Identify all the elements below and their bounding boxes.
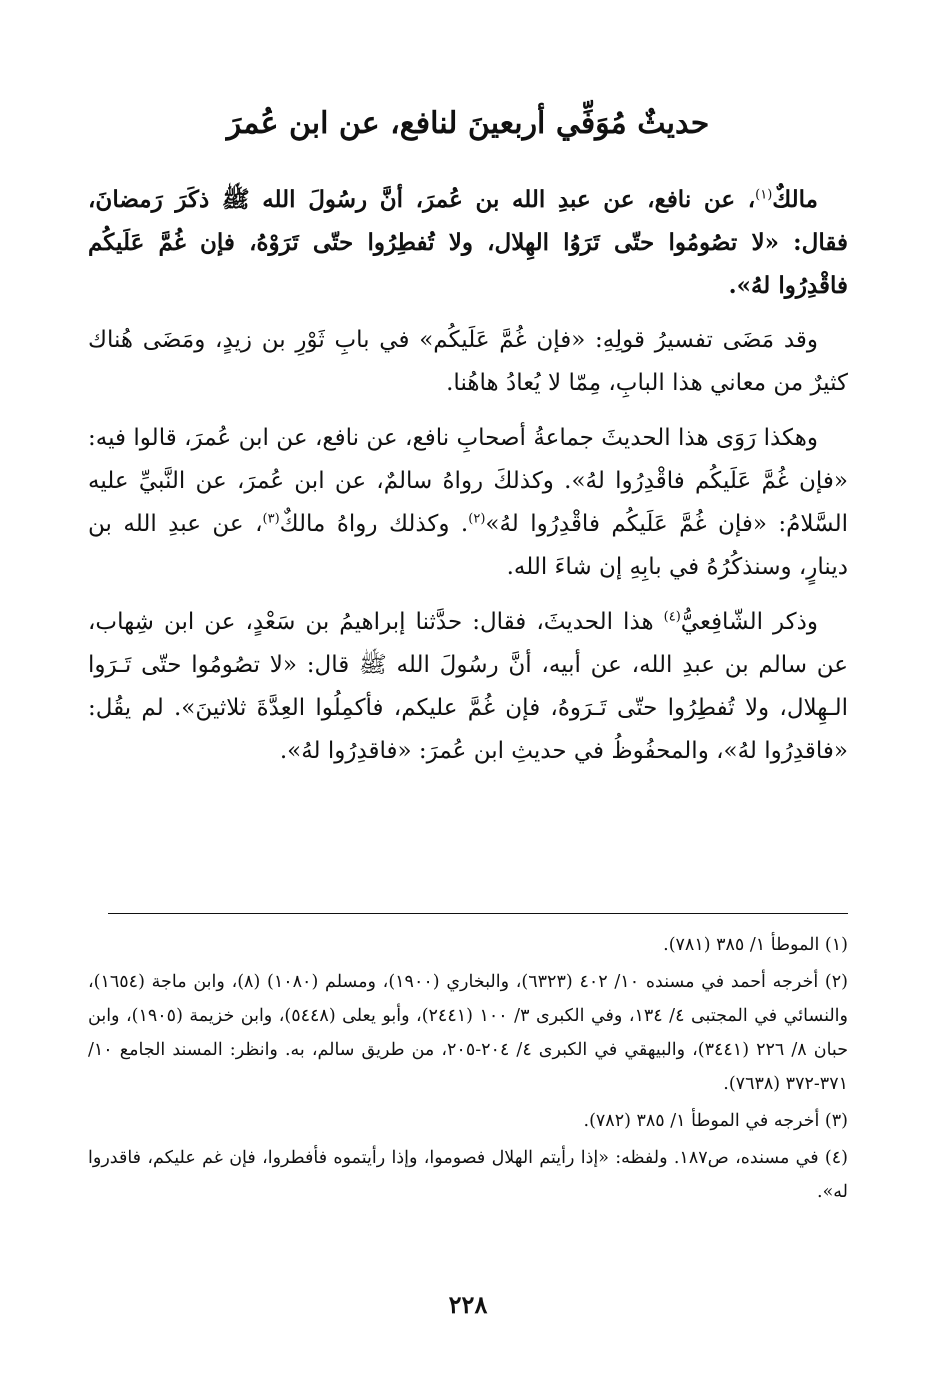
footnote-separator bbox=[108, 913, 848, 914]
paragraph-text: وذكر الشّافِعيُّ bbox=[680, 609, 818, 635]
paragraph-text: . وكذلك رواهُ مالكٌ bbox=[279, 511, 469, 537]
footnote-3: (٣) أخرجه في الموطأ ١/ ٣٨٥ (٧٨٢). bbox=[583, 1111, 848, 1131]
footnote-4: (٤) في مسنده، ص١٨٧. ولفظه: «إذا رأيتم الهلال فصوموا، وإذا رأيتموه فأفطروا، فإن غم عليكم، فاقدروا له». bbox=[88, 1148, 848, 1202]
paragraph-commentary bbox=[88, 319, 848, 405]
paragraph-hadith bbox=[88, 178, 848, 307]
paragraph-text: وهكذا رَوَى هذا الحديثَ جماعةُ أصحابِ نافع، عن نافع، عن ابن عُمرَ، قالوا فيه: «فإن غُمَّ عَلَيكُم فاقْدِرُوا لهُ». وكذلكَ رواهُ سالمٌ، عن ابن عُمرَ، عن النَّبيِّ عليه السَّلامُ: «فإن غُمَّ عَلَيكُم فاقْدِرُوا لهُ» bbox=[88, 425, 849, 537]
footnote-ref-1: (١) bbox=[755, 187, 773, 203]
paragraph-text: ، عن عبدِ الله بن دينارٍ، وسنذكُرُهُ في بابِهِ إن شاءَ الله. bbox=[88, 511, 848, 580]
paragraph-text: هذا الحديثَ، فقال: حدَّثنا إبراهيمُ بن سَعْدٍ، عن ابن شِهاب، عن سالم بن عبدِ الله، عن أبيه، أنَّ رسُولَ الله ﷺ قال: «لا تصُومُوا حتّى تَـرَوا الـهِلال، ولا تُفطِرُوا حتّى تَـرَوهُ، فإن غُمَّ عليكم، فأكمِلُوا العِدَّةَ ثلاثينَ». لم يقُل: «فاقدِرُوا لهُ»، والمحفُوظُ في حديثِ ابن عُمرَ: «فاقدِرُوا لهُ». bbox=[88, 609, 848, 764]
paragraph-text: ، عن نافع، عن عبدِ الله بن عُمرَ، أنَّ رسُولَ الله ﷺ ذكَرَ رَمضانَ، فقال: «لا تصُومُوا حتّى تَرَوُا الهِلال، ولا تُفطِرُوا حتّى تَرَوْهُ، فإن غُمَّ عَلَيكُم فاقْدِرُوا لهُ». bbox=[88, 186, 848, 299]
footnote-ref-2: (٢) bbox=[468, 511, 486, 527]
main-text bbox=[88, 178, 848, 785]
paragraph-text: مالكٌ bbox=[772, 186, 818, 213]
page-number: ٢٢٨ bbox=[448, 1290, 488, 1319]
paragraph-narrations bbox=[88, 417, 848, 589]
section-title: حديثٌ مُوَفِّي أربعينَ لنافع، عن ابن عُمرَ bbox=[226, 106, 710, 141]
footnotes bbox=[88, 928, 848, 1212]
book-page bbox=[88, 0, 848, 1374]
paragraph-text: وقد مَضَى تفسيرُ قولِهِ: «فإن غُمَّ عَلَيكُم» في بابِ ثَوْرِ بن زيدٍ، ومَضَى هُناك كثيرٌ من معاني هذا البابِ، مِمّا لا يُعادُ هاهُنا. bbox=[88, 327, 848, 396]
paragraph-shafii bbox=[88, 601, 848, 773]
footnote-ref-3: (٣) bbox=[262, 511, 280, 527]
footnote-2: (٢) أخرجه أحمد في مسنده ١٠/ ٤٠٢ (٦٣٢٣)، والبخاري (١٩٠٠)، ومسلم (١٠٨٠) (٨)، وابن ماجة (١٦٥٤)، والنسائي في المجتبى ٤/ ١٣٤، وفي الكبرى ٣/ ١٠٠ (٢٤٤١)، وأبو يعلى (٥٤٤٨)، وابن خزيمة (١٩٠٥)، وابن حبان ٨/ ٢٢٦ (٣٤٤١)، والبيهقي في الكبرى ٤/ ٢٠٤-٢٠٥، من طريق سالم، به. وانظر: المسند الجامع ١٠/ ٣٧١-٣٧٢ (٧٦٣٨). bbox=[88, 972, 849, 1094]
footnote-1: (١) الموطأ ١/ ٣٨٥ (٧٨١). bbox=[663, 935, 848, 955]
footnote-ref-4: (٤) bbox=[663, 609, 681, 625]
